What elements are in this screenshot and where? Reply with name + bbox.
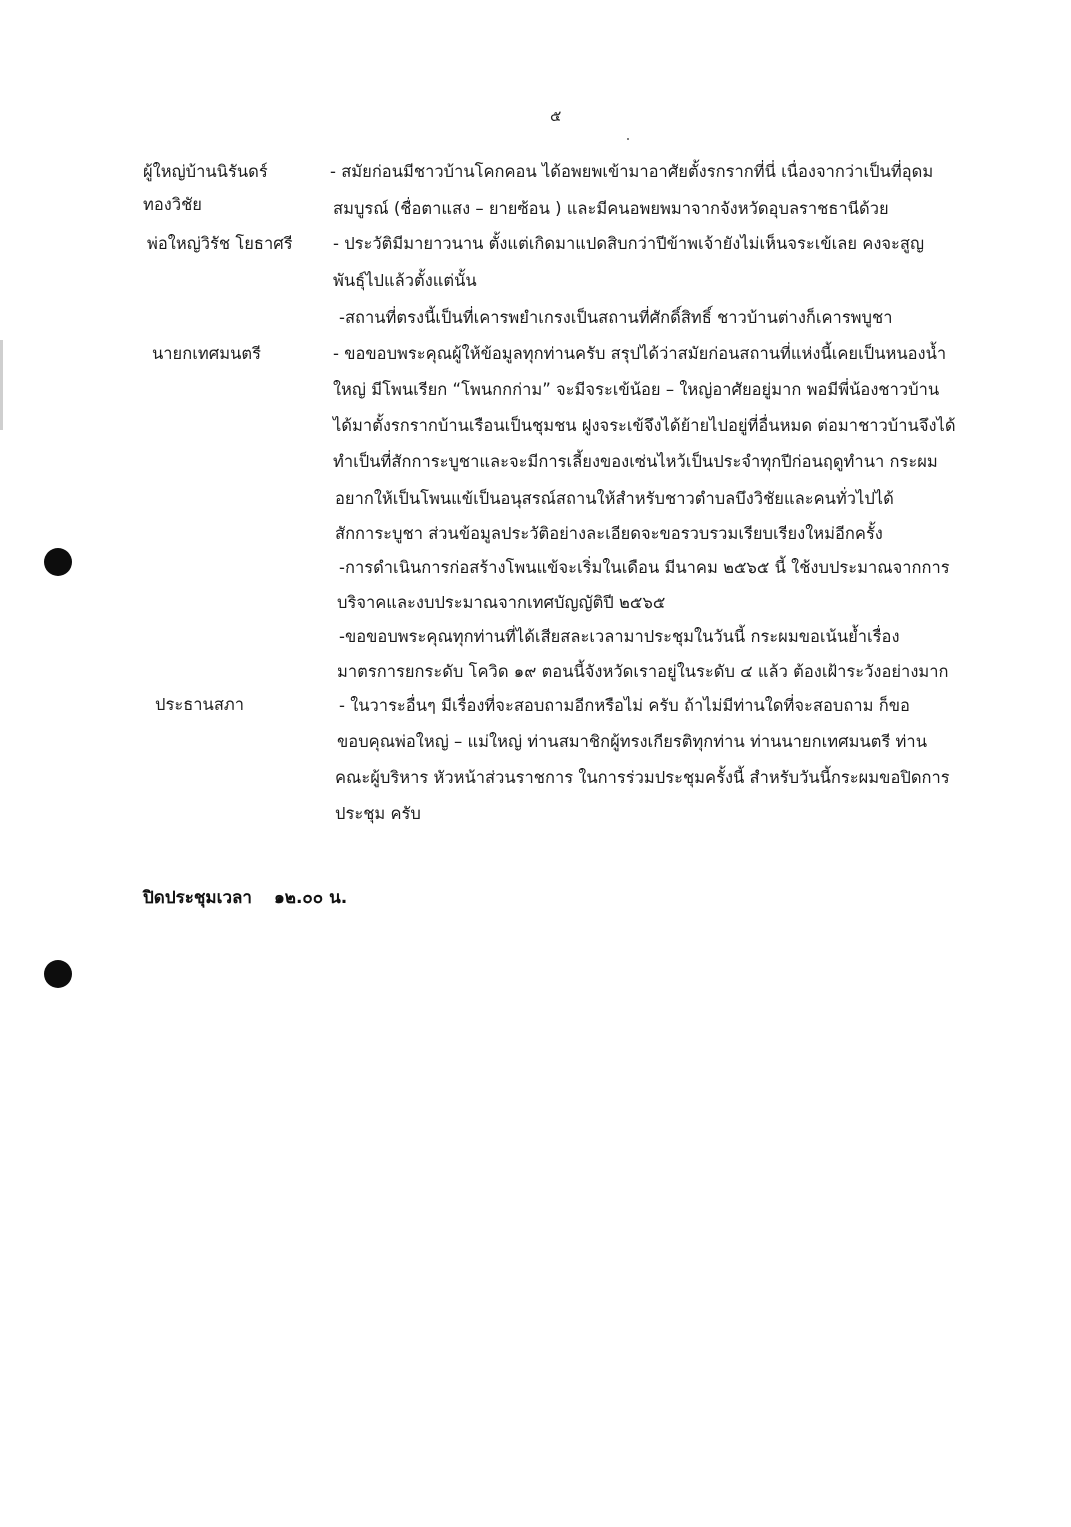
speech-line: ขอบคุณพ่อใหญ่ – แม่ใหญ่ ท่านสมาชิกผู้ทรงเกียรติทุกท่าน ท่านนายกเทศมนตรี ท่าน	[337, 732, 927, 751]
speech-line: -การดำเนินการก่อสร้างโพนแข้จะเริ่มในเดือน มีนาคม ๒๕๖๕ นี้ ใช้งบประมาณจากการ	[339, 558, 950, 577]
speech-line: สักการะบูชา ส่วนข้อมูลประวัติอย่างละเอียดจะขอรวบรวมเรียบเรียงใหม่อีกครั้ง	[335, 524, 883, 543]
speech-line: - สมัยก่อนมีชาวบ้านโคกคอน ได้อพยพเข้ามาอาศัยตั้งรกรากที่นี่ เนื่องจากว่าเป็นที่อุดม	[330, 162, 934, 181]
speaker-village-head-surname: ทองวิชัย	[143, 195, 202, 214]
scan-edge-shadow	[0, 340, 3, 430]
speaker-mayor: นายกเทศมนตรี	[152, 344, 261, 363]
speech-line: -สถานที่ตรงนี้เป็นที่เคารพยำเกรงเป็นสถานที่ศักดิ์สิทธิ์ ชาวบ้านต่างก็เคารพบูชา	[339, 308, 893, 327]
speaker-elder: พ่อใหญ่วิรัช โยธาศรี	[147, 234, 293, 253]
scan-speck	[627, 138, 629, 140]
speech-line: ได้มาตั้งรกรากบ้านเรือนเป็นชุมชน ฝูงจระเข้จึงได้ย้ายไปอยู่ที่อื่นหมด ต่อมาชาวบ้านจึงได้	[333, 416, 956, 435]
closing-label: ปิดประชุมเวลา	[143, 888, 252, 908]
closing-time: ๑๒.๐๐ น.	[273, 888, 348, 908]
speech-line: - ประวัติมีมายาวนาน ตั้งแต่เกิดมาแปดสิบกว่าปีข้าพเจ้ายังไม่เห็นจระเข้เลย คงจะสูญ	[333, 234, 925, 253]
punch-hole	[44, 548, 72, 576]
page-number: ๕	[550, 107, 562, 125]
speech-line: - ในวาระอื่นๆ มีเรื่องที่จะสอบถามอีกหรือไม่ ครับ ถ้าไม่มีท่านใดที่จะสอบถาม ก็ขอ	[339, 696, 910, 715]
speech-line: ทำเป็นที่สักการะบูชาและจะมีการเลี้ยงของเซ่นไหว้เป็นประจำทุกปีก่อนฤดูทำนา กระผม	[333, 452, 938, 471]
speech-line: อยากให้เป็นโพนแข้เป็นอนุสรณ์สถานให้สำหรับชาวตำบลบึงวิชัยและคนทั่วไปได้	[335, 489, 894, 508]
speech-line: คณะผู้บริหาร หัวหน้าส่วนราชการ ในการร่วมประชุมครั้งนี้ สำหรับวันนี้กระผมขอปิดการ	[335, 768, 950, 787]
speech-line: - ขอขอบพระคุณผู้ให้ข้อมูลทุกท่านครับ สรุปได้ว่าสมัยก่อนสถานที่แห่งนี้เคยเป็นหนองน้ำ	[333, 344, 947, 363]
speech-line: ประชุม ครับ	[335, 804, 421, 823]
speech-line: พันธุ์ไปแล้วตั้งแต่นั้น	[333, 271, 477, 290]
speech-line: มาตรการยกระดับ โควิด ๑๙ ตอนนี้จังหวัดเราอยู่ในระดับ ๔ แล้ว ต้องเฝ้าระวังอย่างมาก	[337, 662, 949, 681]
speech-line: -ขอขอบพระคุณทุกท่านที่ได้เสียสละเวลามาประชุมในวันนี้ กระผมขอเน้นย้ำเรื่อง	[339, 627, 900, 646]
speech-line: ใหญ่ มีโพนเรียก “โพนกกก่าม” จะมีจระเข้น้อย – ใหญ่อาศัยอยู่มาก พอมีพี่น้องชาวบ้าน	[333, 380, 940, 399]
meeting-closing-time	[143, 880, 347, 916]
punch-hole	[44, 960, 72, 988]
speaker-village-head-name: ผู้ใหญ่บ้านนิรันดร์	[143, 162, 268, 181]
speech-line: สมบูรณ์ (ชื่อตาแสง – ยายซ้อน ) และมีคนอพยพมาจากจังหวัดอุบลราชธานีด้วย	[333, 199, 889, 218]
speaker-chairman: ประธานสภา	[155, 695, 245, 714]
speech-line: บริจาคและงบประมาณจากเทศบัญญัติปี ๒๕๖๕	[337, 593, 666, 612]
